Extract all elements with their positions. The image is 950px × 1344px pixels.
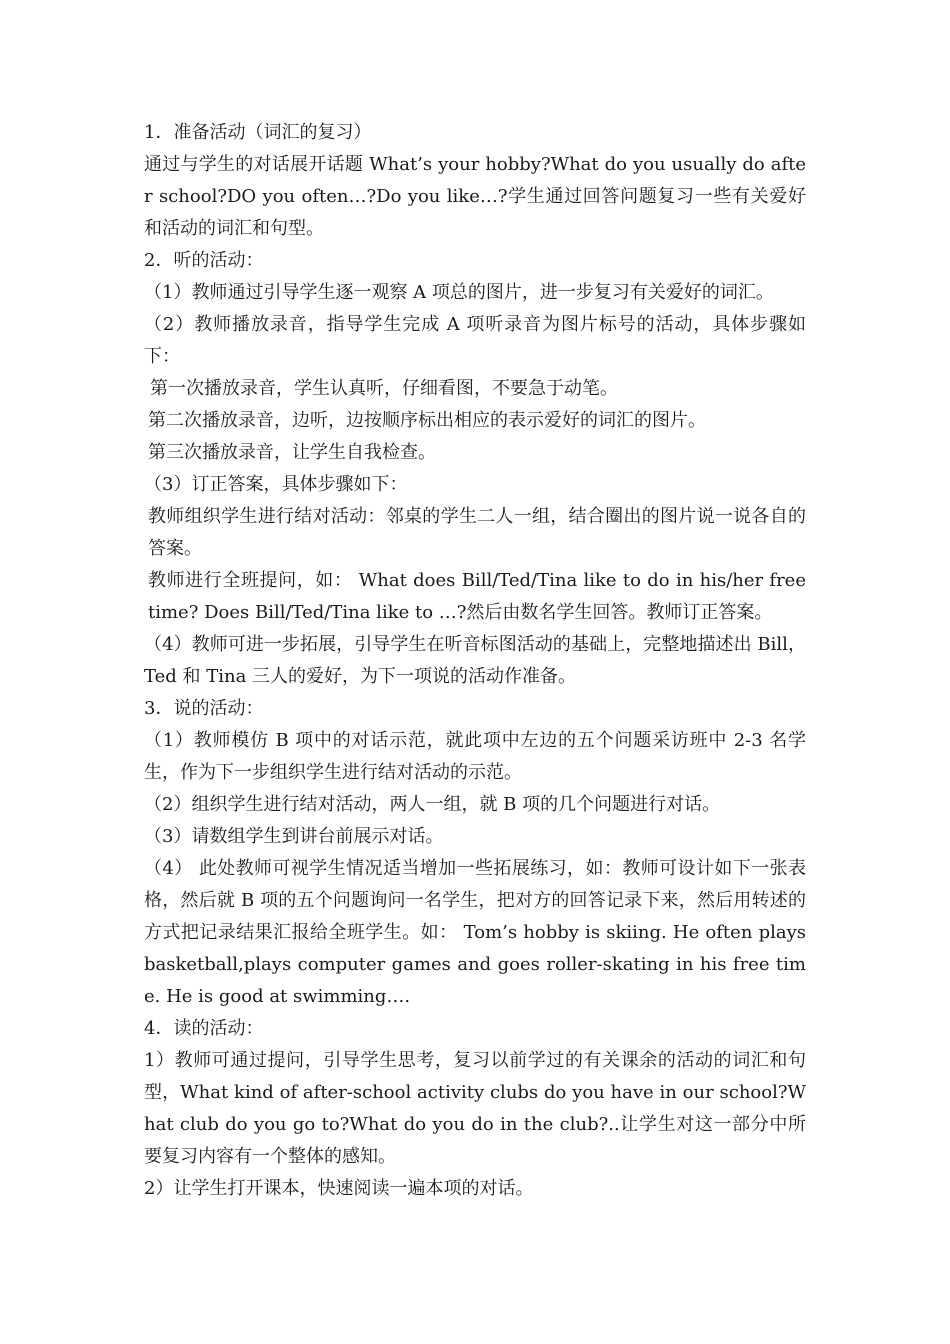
speaking-step-1: （1）教师模仿 B 项中的对话示范，就此项中左边的五个问题采访班中 2-3 名学生，作为下一步组织学生进行结对活动的示范。 xyxy=(144,730,806,783)
section-heading-listening: 2．听的活动： xyxy=(144,250,264,271)
paragraph-preparation-dialogue: 通过与学生的对话展开话题 What’s your hobby?What do you usually do after school?DO you often…?Do you like…?学生通过回答问题复习一些有关爱好和活动的词汇和句型。 xyxy=(144,154,806,239)
listening-step-1: （1）教师通过引导学生逐一观察 A 项总的图片，进一步复习有关爱好的词汇。 xyxy=(144,282,774,303)
pair-activity-paragraph: 教师组织学生进行结对活动：邻桌的学生二人一组，结合圈出的图片说一说各自的答案。 xyxy=(148,506,806,559)
speaking-step-4: （4） 此处教师可视学生情况适当增加一些拓展练习，如：教师可设计如下一张表格，然后就 B 项的五个问题询问一名学生，把对方的回答记录下来，然后用转述的方式把记录结果汇报给全班学生。如： Tom’s hobby is skiing. He often plays basketball,plays computer games and goes roller-skating in his free time. He is good at swimming…. xyxy=(144,858,806,1007)
listening-second-play: 第二次播放录音，边听，边按顺序标出相应的表示爱好的词汇的图片。 xyxy=(148,410,706,431)
class-questioning-paragraph: 教师进行全班提问，如： What does Bill/Ted/Tina like to do in his/her free time? Does Bill/Ted/Tina like to …?然后由数名学生回答。教师订正答案。 xyxy=(148,570,806,623)
section-heading-reading: 4．读的活动： xyxy=(144,1018,264,1039)
listening-first-play: 第一次播放录音，学生认真听，仔细看图，不要急于动笔。 xyxy=(150,378,618,399)
section-heading-preparation: 1．准备活动（词汇的复习） xyxy=(144,122,372,143)
listening-step-3: （3）订正答案，具体步骤如下： xyxy=(144,474,408,495)
speaking-step-3: （3）请数组学生到讲台前展示对话。 xyxy=(144,826,444,847)
listening-third-play: 第三次播放录音，让学生自我检查。 xyxy=(148,442,436,463)
speaking-step-2: （2）组织学生进行结对活动，两人一组，就 B 项的几个问题进行对话。 xyxy=(144,794,721,815)
listening-step-4: （4）教师可进一步拓展，引导学生在听音标图活动的基础上，完整地描述出 Bill，Ted 和 Tina 三人的爱好，为下一项说的活动作准备。 xyxy=(144,634,806,687)
section-heading-speaking: 3．说的活动： xyxy=(144,698,264,719)
reading-step-2: 2）让学生打开课本，快速阅读一遍本项的对话。 xyxy=(144,1178,534,1199)
document-page xyxy=(144,117,806,1205)
reading-step-1: 1）教师可通过提问，引导学生思考，复习以前学过的有关课余的活动的词汇和句型，What kind of after-school activity clubs do you have in our school?What club do you go to?What do you do in the club?..让学生对这一部分中所要复习内容有一个整体的感知。 xyxy=(144,1050,806,1167)
listening-step-2: （2）教师播放录音，指导学生完成 A 项听录音为图片标号的活动，具体步骤如下： xyxy=(144,314,806,367)
